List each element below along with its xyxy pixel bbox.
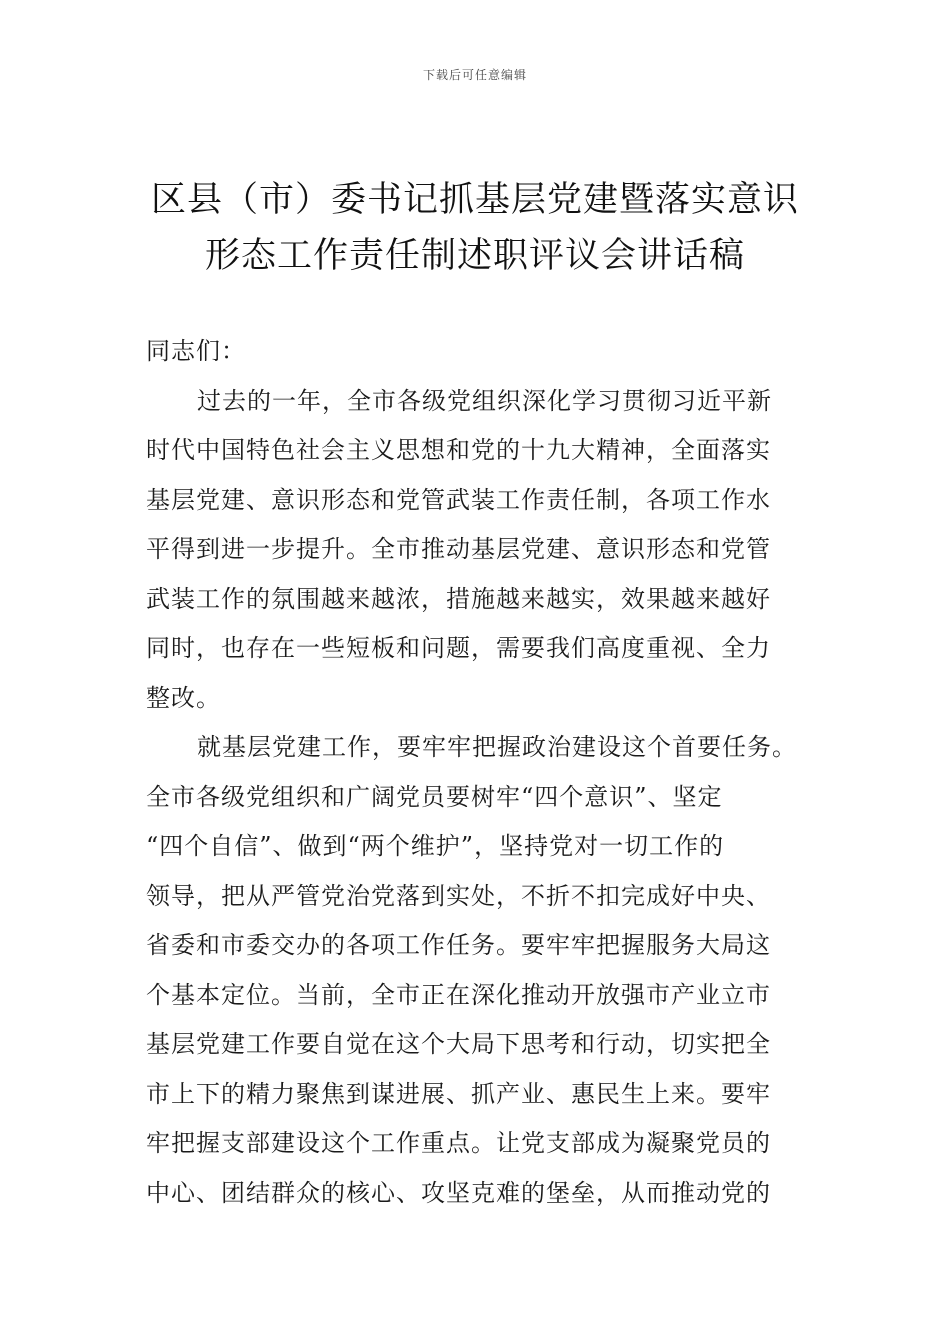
- body-line: 基层党建工作要自觉在这个大局下思考和行动，切实把全: [146, 1030, 771, 1058]
- title-line-1: 区县（市）委书记抓基层党建暨落实意识: [150, 180, 799, 220]
- title-line-2: 形态工作责任制述职评议会讲话稿: [204, 236, 745, 276]
- body-line: 就基层党建工作，要牢牢把握政治建设这个首要任务。: [197, 733, 797, 761]
- body-line: 市上下的精力聚焦到谋进展、抓产业、惠民生上来。要牢: [146, 1079, 771, 1108]
- body-line: 平得到进一步提升。全市推动基层党建、意识形态和党管: [146, 535, 771, 563]
- body-line: 同时，也存在一些短板和问题，需要我们高度重视、全力: [146, 634, 771, 662]
- body-line: 领导，把从严管党治党落到实处，不折不扣完成好中央、: [146, 881, 771, 910]
- body-line: 整改。: [146, 683, 221, 712]
- document-title: [0, 172, 950, 284]
- body-line: 全市各级党组织和广阔党员要树牢“四个意识”、坚定: [146, 782, 723, 811]
- salutation: 同志们：: [146, 337, 246, 365]
- body-line: 个基本定位。当前，全市正在深化推动开放强市产业立市: [146, 980, 771, 1009]
- body-line: 牢把握支部建设这个工作重点。让党支部成为凝聚党员的: [146, 1129, 771, 1157]
- body-line: “四个自信”、做到“两个维护”，坚持党对一切工作的: [146, 832, 725, 860]
- header-note: 下载后可任意编辑: [422, 68, 527, 82]
- body-line: 省委和市委交办的各项工作任务。要牢牢把握服务大局这: [146, 931, 771, 959]
- body-line: 过去的一年，全市各级党组织深化学习贯彻习近平新: [197, 386, 772, 415]
- body-line: 武装工作的氛围越来越浓，措施越来越实，效果越来越好: [146, 584, 771, 613]
- body-line: 基层党建、意识形态和党管武装工作责任制，各项工作水: [146, 485, 771, 514]
- body-line: 时代中国特色社会主义思想和党的十九大精神，全面落实: [146, 436, 771, 464]
- body-line: 中心、团结群众的核心、攻坚克难的堡垒，从而推动党的: [146, 1178, 771, 1207]
